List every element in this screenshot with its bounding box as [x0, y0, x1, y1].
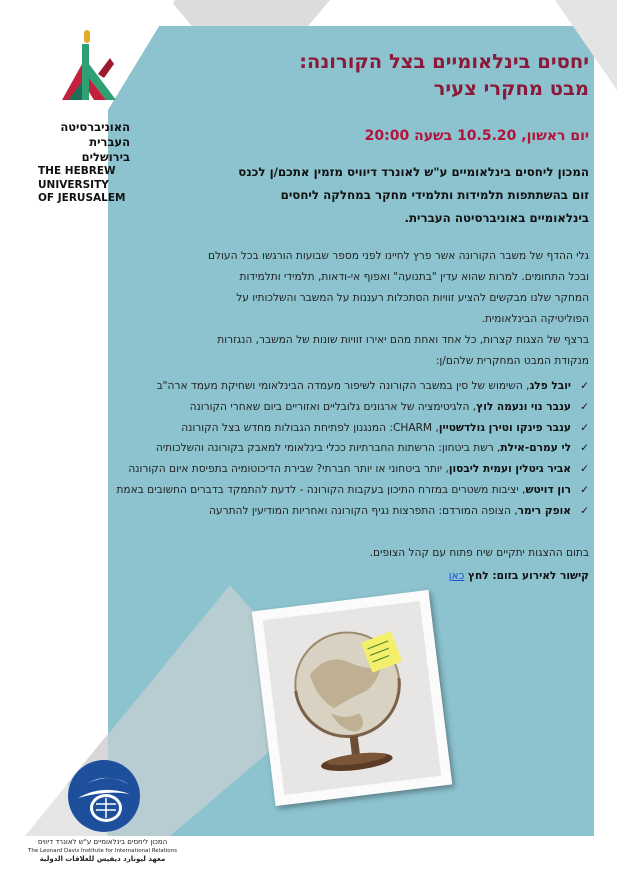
body-line: ובכל התחומים. למרות שהוא עדין "בתנועה" ואפוף אי-ודאות, תלמידי ותלמידות [239, 271, 589, 283]
page-title [209, 48, 589, 102]
flame-icon [84, 30, 90, 43]
speaker-topic: , רשת ביטחון: הרשתות החברתיות ככלי בינלאומי למאבק בקורונה והשלכותיה [155, 442, 501, 455]
body-line: הפוליטיקה הבינלאומית. [481, 313, 589, 325]
zoom-link-line [149, 570, 589, 582]
checkmark-icon: ✓ [580, 421, 589, 434]
logo-line-en-1: THE HEBREW [38, 165, 116, 177]
zoom-label: קישור לאירוע בזום: לחץ [464, 570, 589, 582]
speaker-name: יובל פלג [529, 380, 571, 392]
closing-line: בתום ההצגות יתקיים שיח פתוח עם קהל הצופים. [369, 547, 589, 559]
speaker-item [29, 418, 589, 439]
institute-caption [20, 838, 185, 864]
checkmark-icon: ✓ [580, 400, 589, 413]
speaker-topic: , השימוש של סין במשבר הקורונה לשיפור מעמדה הבינלאומי ושחיקת מעמד ארה"ב [156, 380, 530, 392]
body-line: מנקודת המבט המחקרית שלהם/ן: [435, 355, 589, 367]
speaker-topic: , CHARM: המנגנון לפתיחת הגבולות מחדש בצל הקורונה [181, 421, 439, 434]
checkmark-icon: ✓ [580, 380, 589, 392]
speaker-name: ענבר נוי ונעמה לוץ [476, 400, 571, 413]
speaker-topic: , הצופה המורדם: התפרצות נגיף הקורונה ואחריות המודיעין להתרעה [209, 504, 518, 517]
body-line: גלי ההדף של משבר הקורונה אשר פרץ לחיינו לפני מספר שבועות הורגשו בכל העולם [208, 250, 589, 262]
globe-photo [263, 601, 441, 795]
body-line: ברצף של הצגות קצרות, כל אחד ואחת מהם יאירו זוויות שונות של המשבר, הנגזרות [217, 334, 589, 346]
speaker-topic: , יותר ביטחוני או יותר חברתי? שבירת הדיכוטומיה בתפיסת איום הקורונה [128, 463, 449, 476]
intro-line: בינלאומיים באוניברסיטה העברית. [404, 211, 589, 225]
speaker-item [29, 480, 589, 501]
speaker-item [29, 459, 589, 480]
event-date: יום ראשון, 10.5.20 בשעה 20:00 [364, 128, 589, 144]
speaker-name: אביר גיטלין ועמית ליבסון [448, 463, 571, 476]
institute-name-en: The Leonard Davis Institute for International Relations [28, 848, 177, 854]
speaker-name: אופק רימר [517, 504, 571, 517]
institute-name-ar: معهد ليونارد ديفيس للعلاقات الدولية [39, 855, 166, 863]
logo-line-he-1: האוניברסיטה [60, 120, 130, 134]
intro-paragraph [149, 161, 589, 230]
logo-line-en-2: UNIVERSITY [38, 178, 109, 191]
hebrew-university-logo-block [38, 28, 130, 208]
speaker-name: לי עמרם-אילת [500, 442, 571, 455]
speaker-item [29, 501, 589, 522]
logo-line-he-3: בירושלים [81, 150, 130, 164]
speakers-list [29, 376, 589, 522]
body-line: המחקר שלנו מבקשים להציע זוויות הסתכלות רעננות על המשבר והשלכותיו על [236, 292, 589, 304]
speaker-name: רון דויטש [525, 483, 571, 496]
speaker-item [29, 376, 589, 397]
globe-icon [263, 601, 441, 795]
institute-name-he: המכון ליחסים בינלאומיים ע"ש לאונרד דיוויס [37, 838, 168, 846]
title-line-1: יחסים בינלאומיים בצל הקורונה: [299, 50, 589, 73]
title-line-2: מבט מחקרי צעיר [433, 77, 589, 100]
checkmark-icon: ✓ [580, 442, 589, 455]
intro-line: המכון ליחסים בינלאומיים ע"ש לאונרד דיוויס מזמין אתכם/ן לכנס [238, 165, 589, 179]
speaker-item [29, 438, 589, 459]
speaker-topic: , יציבות משטרים במזרח התיכון בעקבות הקורונה - לדעת להתמקד בדברים החשובים באמת [116, 483, 526, 496]
logo-line-he-2: העברית [89, 135, 130, 149]
speaker-name: ענבר פינקו וטירן גולדשטיין [438, 421, 571, 434]
checkmark-icon: ✓ [580, 504, 589, 517]
globe-photo-frame [252, 590, 453, 806]
intro-line: זום בהשתתפות תלמידות ותלמידי מחקר במחלקה ליחסים [280, 188, 589, 202]
davis-institute-globe-logo [66, 758, 142, 834]
logo-line-en-3: OF JERUSALEM [38, 192, 126, 204]
logo-caption [38, 120, 130, 206]
zoom-link[interactable]: כאן [448, 570, 465, 582]
speaker-item [29, 397, 589, 418]
speaker-topic: , הלגיטימציה של ארגונים גלובליים ואזוריים ביום שאחרי הקורונה [189, 400, 477, 413]
checkmark-icon: ✓ [580, 483, 589, 496]
hebrew-university-logo [54, 28, 124, 116]
body-paragraph [149, 246, 589, 372]
checkmark-icon: ✓ [580, 463, 589, 476]
